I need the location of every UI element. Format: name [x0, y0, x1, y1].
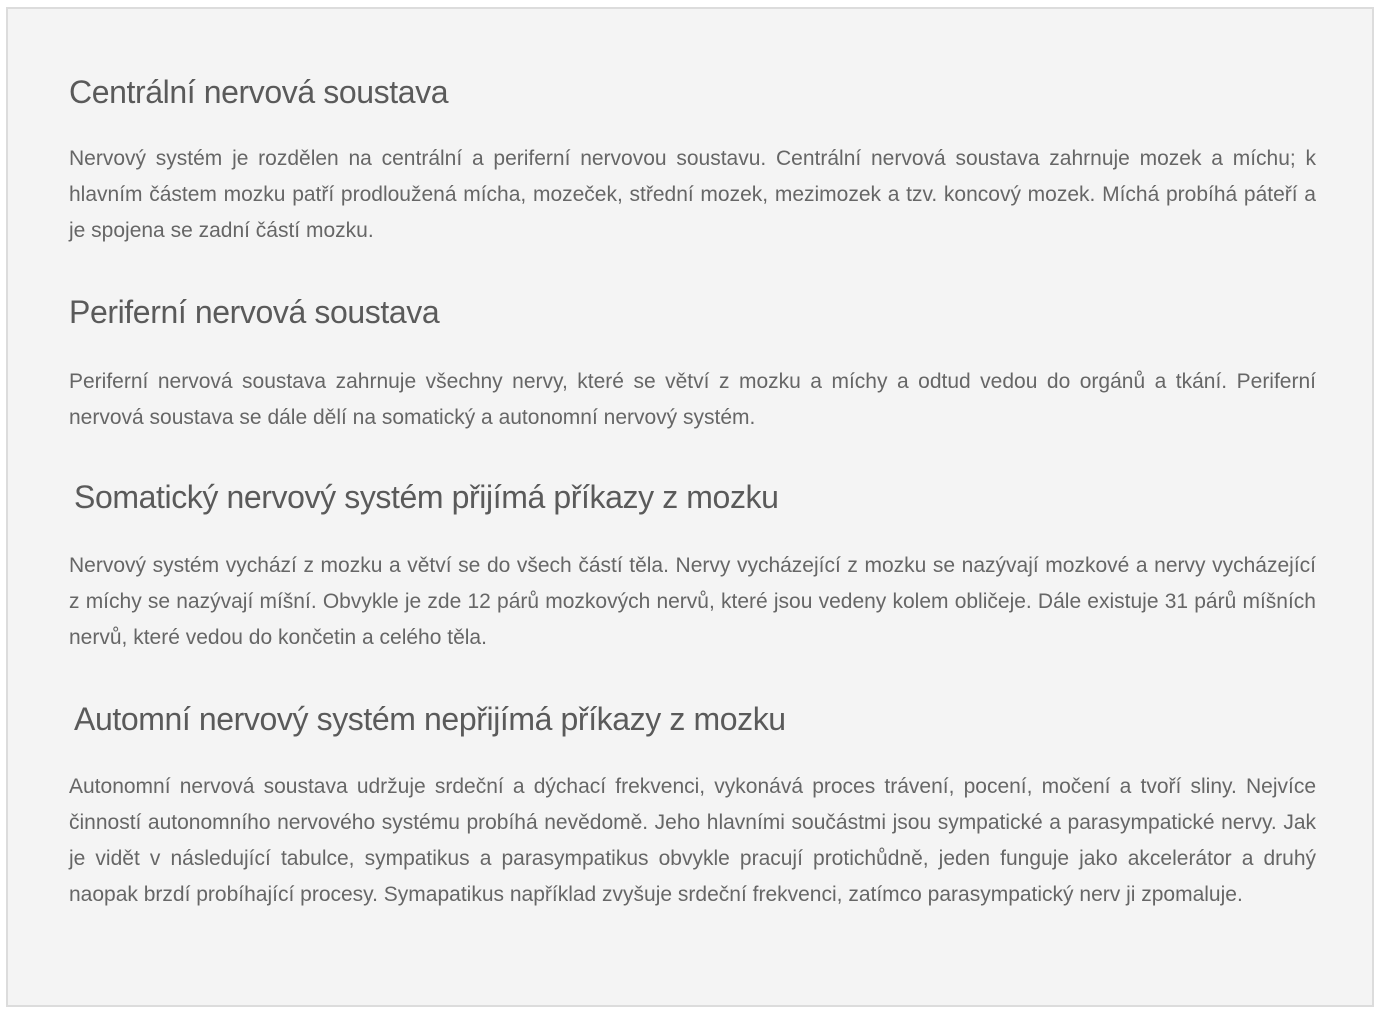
section-autonomic-nervous-system [69, 699, 1316, 913]
section-paragraph: Nervový systém vychází z mozku a větví se do všech částí těla. Nervy vycházející z mozku se nazývají mozkové a nervy vycházející z míchy se nazývají míšní. Obvykle je zde 12 párů mozkových nervů, které jsou vedeny kolem obličeje. Dále existuje 31 párů míšních nervů, které vedou do končetin a celého těla. [69, 554, 1316, 649]
section-peripheral-nervous-system [69, 292, 1316, 436]
section-paragraph: Nervový systém je rozdělen na centrální a periferní nervovou soustavu. Centrální nervová soustava zahrnuje mozek a míchu; k hlavním částem mozku patří prodloužená mícha, mozeček, střední mozek, mezimozek a tzv. koncový mozek. Míchá probíhá páteří a je spojena se zadní částí mozku. [69, 147, 1316, 242]
section-heading: Somatický nervový systém přijímá příkazy z mozku [74, 479, 779, 515]
content-panel [6, 7, 1374, 1007]
section-heading: Periferní nervová soustava [69, 294, 440, 330]
section-paragraph: Autonomní nervová soustava udržuje srdeční a dýchací frekvenci, vykonává proces trávení, pocení, močení a tvoří sliny. Nejvíce činností autonomního nervového systému probíhá nevědomě. Jeho hlavními součástmi jsou sympatické a parasympatické nervy. Jak je vidět v následující tabulce, sympatikus a parasympatikus obvykle pracují protichůdně, jeden funguje jako akcelerátor a druhý naopak brzdí probíhající procesy. Symapatikus například zvyšuje srdeční frekvenci, zatímco parasympatický nerv ji zpomaluje. [69, 775, 1316, 906]
section-heading: Automní nervový systém nepřijímá příkazy z mozku [74, 701, 786, 737]
section-paragraph: Periferní nervová soustava zahrnuje všechny nervy, které se větví z mozku a míchy a odtud vedou do orgánů a tkání. Periferní nervová soustava se dále dělí na somatický a autonomní nervový systém. [69, 370, 1316, 429]
section-somatic-nervous-system [69, 477, 1316, 656]
section-heading: Centrální nervová soustava [69, 74, 449, 110]
section-central-nervous-system [69, 72, 1316, 249]
